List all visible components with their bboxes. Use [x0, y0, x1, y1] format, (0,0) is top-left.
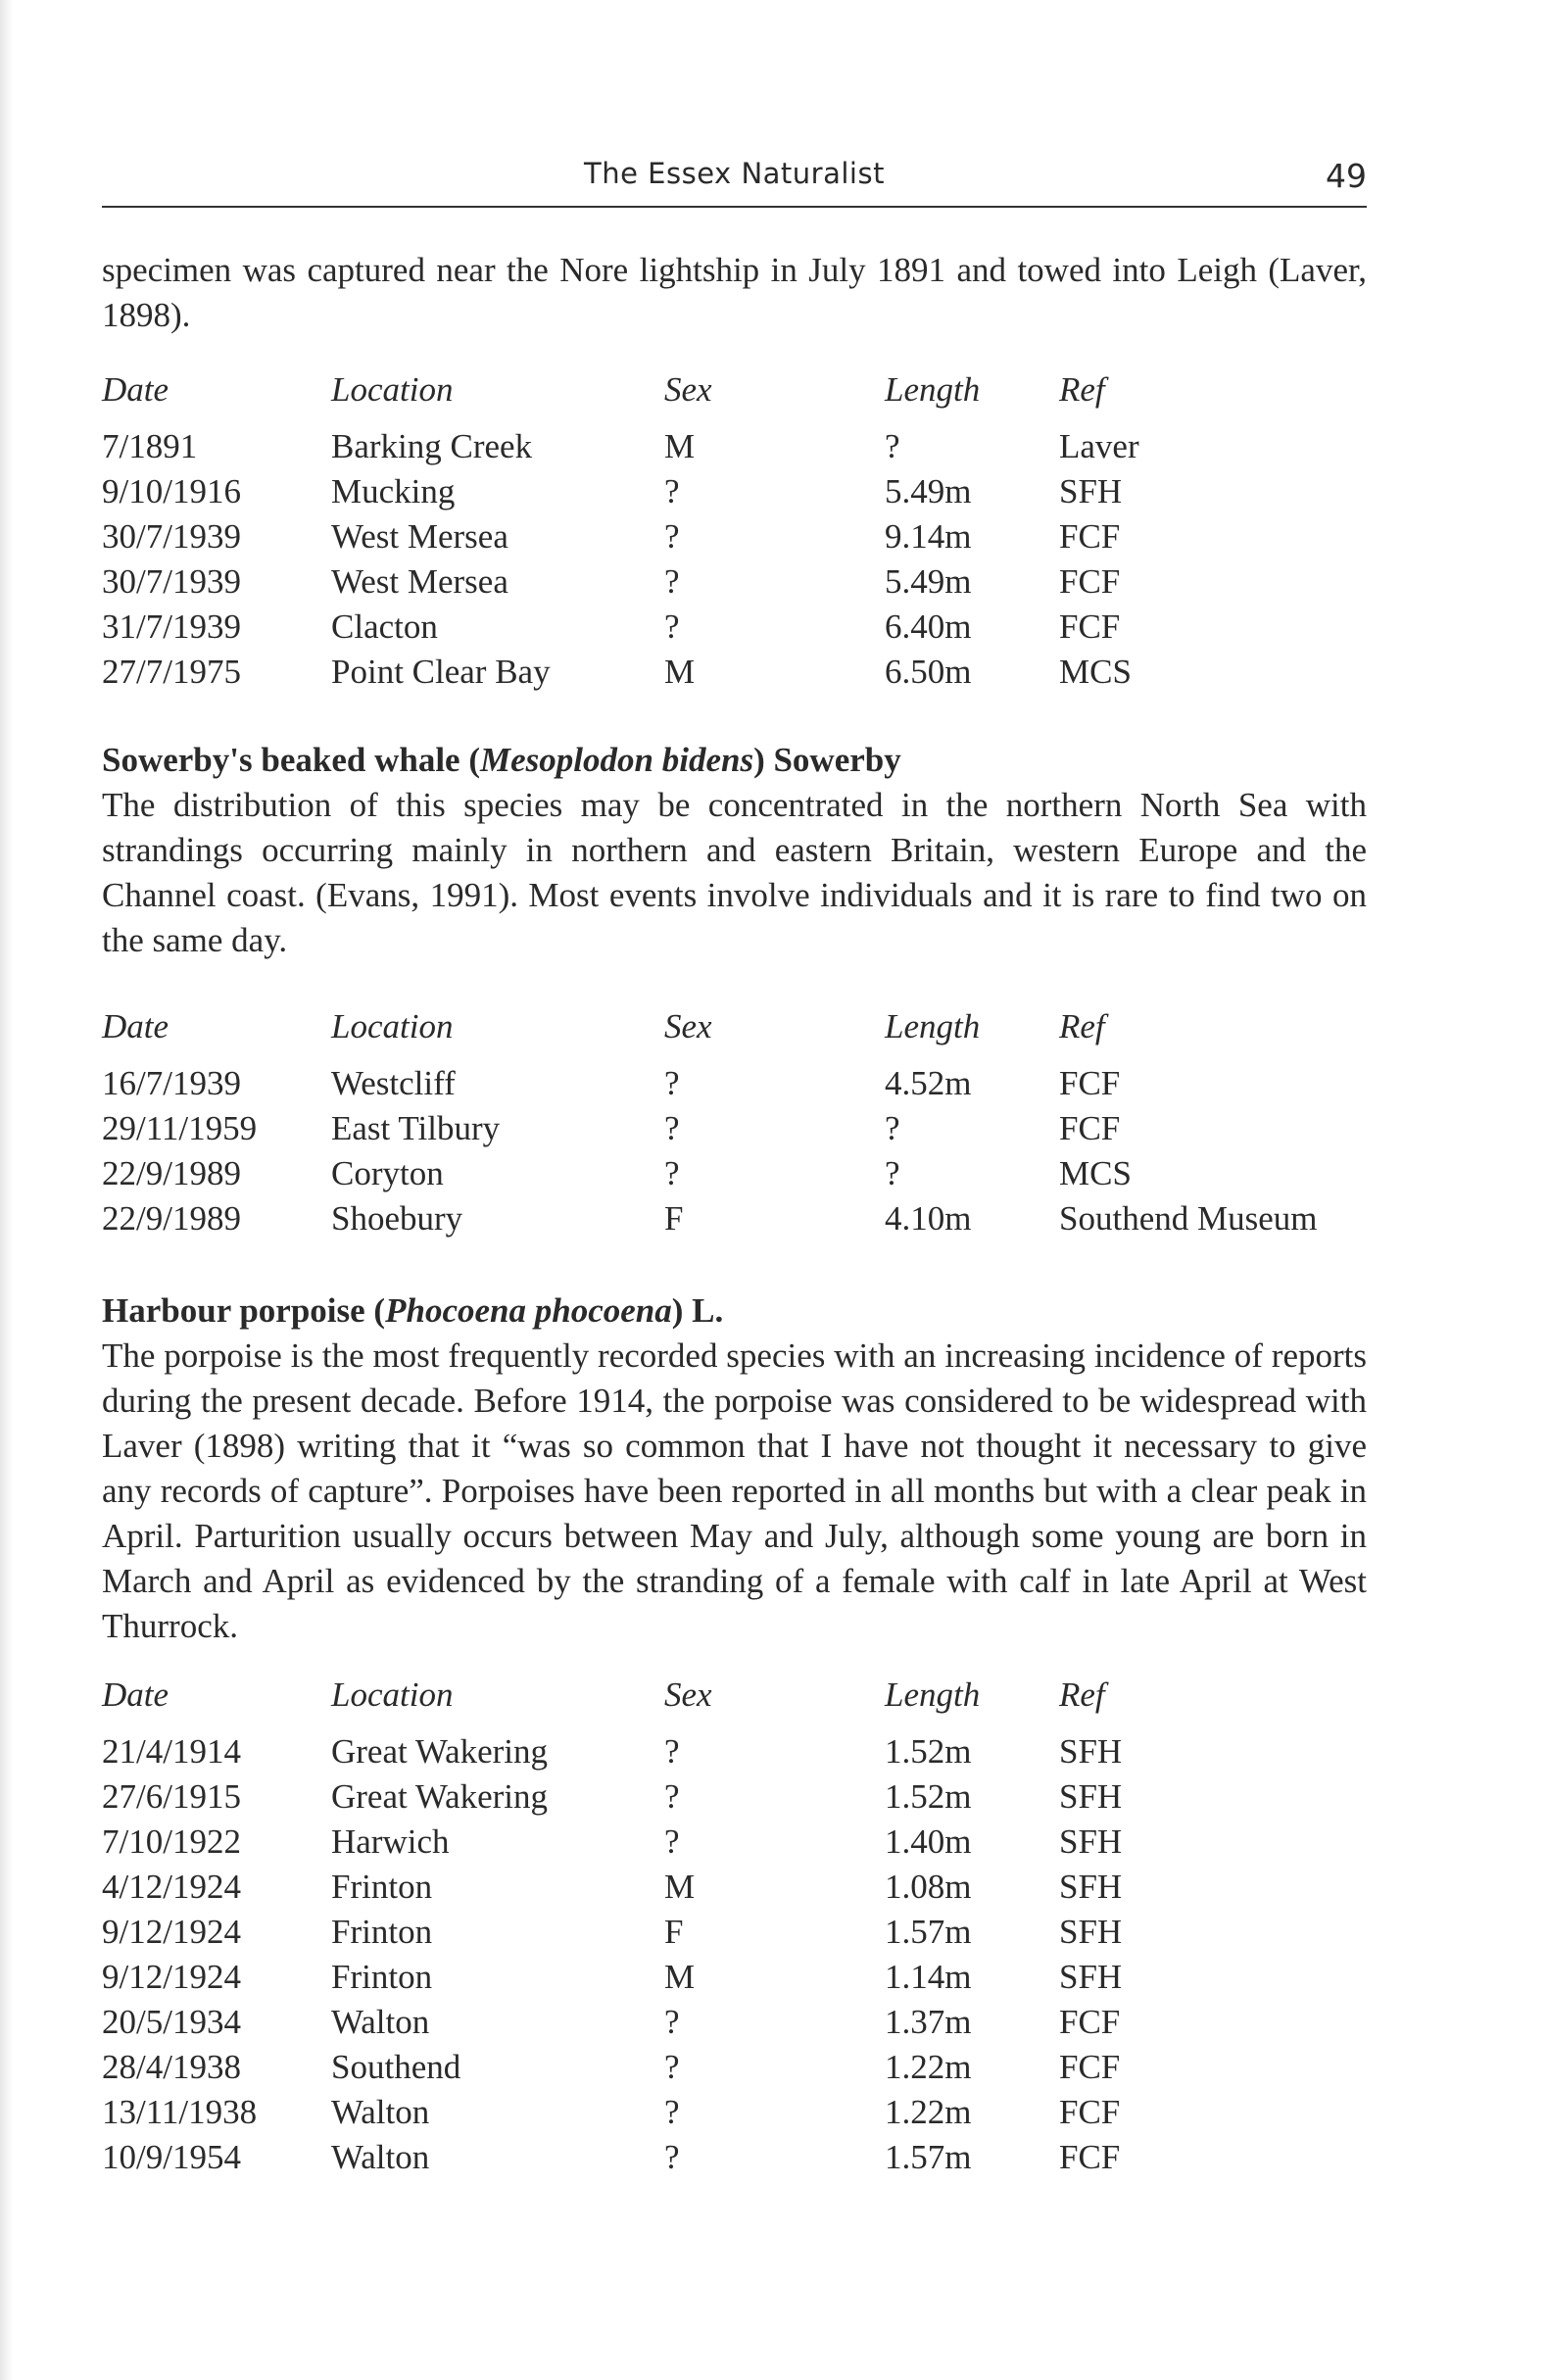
cell-ref: FCF: [1059, 2048, 1121, 2086]
cell-date: 9/12/1924: [102, 1913, 241, 1951]
cell-length: 5.49m: [885, 472, 972, 510]
cell-location: Mucking: [331, 472, 456, 510]
cell-location: Walton: [331, 2003, 430, 2041]
cell-sex: ?: [664, 517, 680, 556]
cell-date: 13/11/1938: [102, 2093, 258, 2131]
cell-ref: FCF: [1059, 1064, 1121, 1102]
cell-sex: ?: [664, 1732, 680, 1771]
cell-length: 1.40m: [885, 1822, 972, 1861]
cell-location: Frinton: [331, 1958, 433, 1996]
cell-sex: M: [664, 1958, 696, 1996]
column-header-ref: Ref: [1059, 370, 1105, 409]
cell-ref: FCF: [1059, 2138, 1121, 2176]
section-heading-porpoise: [102, 1288, 1367, 1334]
cell-location: West Mersea: [331, 517, 508, 556]
cell-date: 10/9/1954: [102, 2138, 241, 2176]
section-heading-sowerby: [102, 738, 1367, 783]
page-edge-shadow: [0, 0, 14, 2380]
cell-sex: ?: [664, 1154, 680, 1192]
cell-length: 1.57m: [885, 2138, 972, 2176]
cell-sex: F: [664, 1199, 684, 1238]
column-header-ref: Ref: [1059, 1676, 1105, 1714]
cell-length: 1.14m: [885, 1958, 972, 1996]
cell-ref: SFH: [1059, 472, 1123, 510]
column-header-location: Location: [331, 1007, 454, 1045]
cell-date: 7/10/1922: [102, 1822, 241, 1861]
table-row: [102, 1061, 1367, 1106]
cell-ref: Laver: [1059, 427, 1139, 465]
cell-length: ?: [885, 1109, 900, 1147]
column-header-length: Length: [885, 1676, 981, 1714]
cell-ref: MCS: [1059, 1154, 1132, 1192]
cell-length: 1.52m: [885, 1732, 972, 1771]
column-header-length: Length: [885, 1007, 981, 1045]
cell-length: 5.49m: [885, 562, 972, 601]
column-header-location: Location: [331, 370, 454, 409]
table-row: [102, 2090, 1367, 2135]
cell-date: 22/9/1989: [102, 1199, 241, 1238]
cell-length: ?: [885, 427, 900, 465]
table-row: [102, 1865, 1367, 1910]
cell-date: 22/9/1989: [102, 1154, 241, 1192]
cell-date: 7/1891: [102, 427, 198, 465]
table-header-row: [102, 367, 1367, 413]
table-row: [102, 514, 1367, 559]
sowerby-paragraph: The distribution of this species may be concentrated in the northern North Sea with strandings occurring mainly in northern and eastern Britain, western Europe and the Channel coast. (Evans, 1991). Most events involve individuals and it is rare to find two on the same day.: [102, 786, 1367, 959]
table-row: [102, 2135, 1367, 2180]
cell-ref: SFH: [1059, 1777, 1123, 1816]
table-row: [102, 1955, 1367, 2000]
cell-sex: ?: [664, 2048, 680, 2086]
cell-length: 1.08m: [885, 1868, 972, 1906]
cell-date: 9/12/1924: [102, 1958, 241, 1996]
cell-location: West Mersea: [331, 562, 508, 601]
cell-sex: ?: [664, 1777, 680, 1816]
table-row: [102, 2000, 1367, 2045]
cell-date: 20/5/1934: [102, 2003, 241, 2041]
column-header-location: Location: [331, 1676, 454, 1714]
cell-sex: F: [664, 1913, 684, 1951]
table-row: [102, 1774, 1367, 1820]
porpoise-paragraph: The porpoise is the most frequently recorded species with an increasing incidence of reports during the present decade. Before 1914, the porpoise was considered to be widespread with Laver (1898) writing that it “was so common that I have not thought it necessary to give any records of capture”. Porpoises have been reported in all months but with a clear peak in April. Parturition usually occurs between May and July, although some young are born in March and April as evidenced by the stranding of a female with calf in late April at West Thurrock.: [102, 1336, 1367, 1645]
column-header-date: Date: [102, 1007, 169, 1045]
cell-sex: ?: [664, 472, 680, 510]
cell-sex: M: [664, 653, 696, 691]
cell-ref: FCF: [1059, 1109, 1121, 1147]
table-row: [102, 2045, 1367, 2090]
cell-location: Barking Creek: [331, 427, 533, 465]
cell-location: Clacton: [331, 607, 438, 646]
cell-length: 1.57m: [885, 1913, 972, 1951]
cell-ref: SFH: [1059, 1822, 1123, 1861]
cell-location: Frinton: [331, 1913, 433, 1951]
cell-ref: FCF: [1059, 607, 1121, 646]
column-header-ref: Ref: [1059, 1007, 1105, 1045]
cell-date: 27/6/1915: [102, 1777, 241, 1816]
table-row: [102, 1196, 1367, 1241]
cell-length: 6.50m: [885, 653, 972, 691]
cell-length: 4.10m: [885, 1199, 972, 1238]
column-header-length: Length: [885, 370, 981, 409]
column-header-sex: Sex: [664, 1676, 712, 1714]
table-row: [102, 650, 1367, 695]
table-header-row: [102, 1004, 1367, 1049]
cell-date: 4/12/1924: [102, 1868, 241, 1906]
cell-length: 4.52m: [885, 1064, 972, 1102]
cell-date: 30/7/1939: [102, 562, 241, 601]
records-table-2: [102, 1004, 1367, 1241]
cell-location: East Tilbury: [331, 1109, 501, 1147]
cell-date: 30/7/1939: [102, 517, 241, 556]
cell-length: 1.37m: [885, 2003, 972, 2041]
records-table-3: [102, 1673, 1367, 2180]
cell-date: 21/4/1914: [102, 1732, 241, 1771]
running-head: [102, 157, 1367, 208]
cell-ref: SFH: [1059, 1958, 1123, 1996]
column-header-sex: Sex: [664, 370, 712, 409]
cell-date: 28/4/1938: [102, 2048, 241, 2086]
table-row: [102, 1820, 1367, 1865]
cell-sex: M: [664, 1868, 696, 1906]
column-header-date: Date: [102, 1676, 169, 1714]
cell-location: Shoebury: [331, 1199, 463, 1238]
cell-ref: Southend Museum: [1059, 1199, 1318, 1238]
table-row: [102, 559, 1367, 605]
cell-length: 6.40m: [885, 607, 972, 646]
cell-ref: FCF: [1059, 2003, 1121, 2041]
table-row: [102, 1106, 1367, 1151]
cell-location: Coryton: [331, 1154, 444, 1192]
cell-location: Westcliff: [331, 1064, 456, 1102]
cell-ref: SFH: [1059, 1732, 1123, 1771]
column-header-date: Date: [102, 370, 169, 409]
cell-sex: ?: [664, 2093, 680, 2131]
cell-sex: ?: [664, 1822, 680, 1861]
cell-ref: SFH: [1059, 1868, 1123, 1906]
cell-length: 1.22m: [885, 2048, 972, 2086]
cell-date: 31/7/1939: [102, 607, 241, 646]
page-number: 49: [1326, 157, 1367, 195]
cell-ref: FCF: [1059, 562, 1121, 601]
heading-authority: ) L.: [671, 1291, 724, 1330]
cell-length: ?: [885, 1154, 900, 1192]
cell-sex: ?: [664, 2003, 680, 2041]
table-header-row: [102, 1673, 1367, 1718]
intro-paragraph: specimen was captured near the Nore lightship in July 1891 and towed into Leigh (Laver, 1898).: [102, 251, 1367, 334]
cell-length: 1.52m: [885, 1777, 972, 1816]
heading-authority: ) Sowerby: [753, 741, 901, 779]
cell-sex: M: [664, 427, 696, 465]
cell-date: 27/7/1975: [102, 653, 241, 691]
cell-location: Southend: [331, 2048, 461, 2086]
table-row: [102, 605, 1367, 650]
cell-ref: SFH: [1059, 1913, 1123, 1951]
table-row: [102, 1151, 1367, 1196]
cell-sex: ?: [664, 2138, 680, 2176]
cell-location: Harwich: [331, 1822, 450, 1861]
table-row: [102, 469, 1367, 514]
cell-sex: ?: [664, 607, 680, 646]
cell-date: 29/11/1959: [102, 1109, 258, 1147]
cell-date: 9/10/1916: [102, 472, 241, 510]
heading-common-name: Harbour porpoise (: [102, 1291, 386, 1330]
records-table-1: [102, 367, 1367, 695]
journal-title: The Essex Naturalist: [584, 157, 885, 190]
heading-common-name: Sowerby's beaked whale (: [102, 741, 480, 779]
page-content: [102, 248, 1367, 2180]
heading-latin-name: Mesoplodon bidens: [480, 741, 754, 779]
heading-latin-name: Phocoena phocoena: [385, 1291, 672, 1330]
cell-sex: ?: [664, 1109, 680, 1147]
cell-location: Great Wakering: [331, 1777, 549, 1816]
cell-length: 1.22m: [885, 2093, 972, 2131]
cell-ref: MCS: [1059, 653, 1132, 691]
cell-ref: FCF: [1059, 2093, 1121, 2131]
column-header-sex: Sex: [664, 1007, 712, 1045]
cell-ref: FCF: [1059, 517, 1121, 556]
cell-location: Great Wakering: [331, 1732, 549, 1771]
cell-location: Frinton: [331, 1868, 433, 1906]
cell-sex: ?: [664, 562, 680, 601]
cell-location: Walton: [331, 2138, 430, 2176]
table-row: [102, 1729, 1367, 1774]
cell-date: 16/7/1939: [102, 1064, 241, 1102]
cell-location: Point Clear Bay: [331, 653, 551, 691]
cell-location: Walton: [331, 2093, 430, 2131]
table-row: [102, 424, 1367, 469]
table-row: [102, 1910, 1367, 1955]
cell-length: 9.14m: [885, 517, 972, 556]
cell-sex: ?: [664, 1064, 680, 1102]
